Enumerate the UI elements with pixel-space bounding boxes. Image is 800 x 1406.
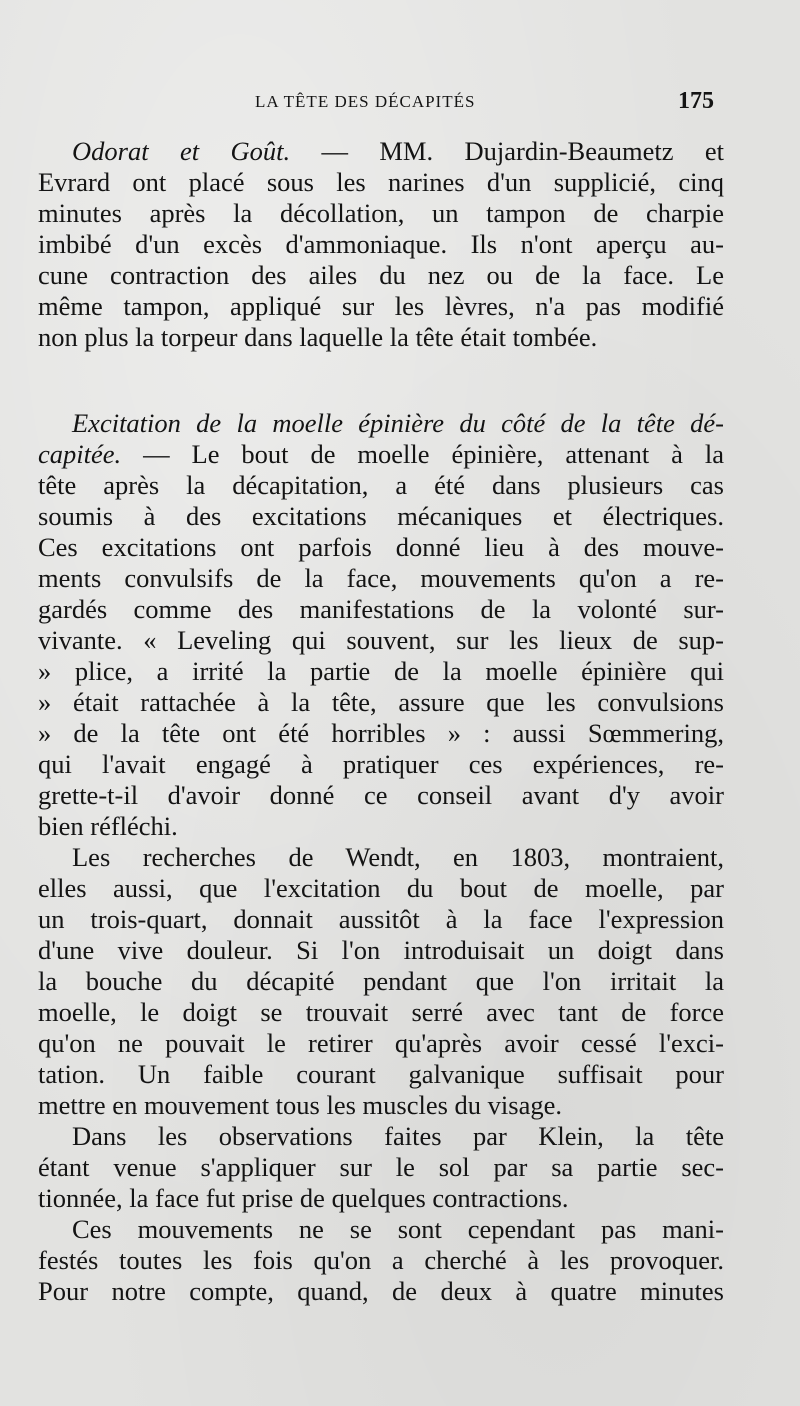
text-line: Evrard ont placé sous les narines d'un supplicié, cinq [38, 167, 724, 197]
text-line: elles aussi, que l'excitation du bout de moelle, par [38, 873, 724, 903]
text-line: moelle, le doigt se trouvait serré avec tant de force [38, 997, 724, 1027]
text-line: même tampon, appliqué sur les lèvres, n'a pas modifié [38, 291, 724, 321]
text-line: » était rattachée à la tête, assure que les convulsions [38, 687, 724, 717]
text-line: mettre en mouvement tous les muscles du visage. [38, 1090, 562, 1120]
text-line: vivante. « Leveling qui souvent, sur les lieux de sup- [38, 625, 724, 655]
text-line: imbibé d'un excès d'ammoniaque. Ils n'ont aperçu au- [38, 229, 724, 259]
text-line: Odorat et Goût. — MM. Dujardin-Beaumetz et [72, 136, 724, 166]
section-heading-italic: capitée. [38, 439, 122, 469]
paragraph-odorat-gout [38, 136, 724, 353]
text-line: gardés comme des manifestations de la volonté sur- [38, 594, 724, 624]
section-heading-italic: Odorat et Goût. [72, 136, 291, 166]
text-line: » plice, a irrité la partie de la moelle épinière qui [38, 656, 724, 686]
text-line: grette-t-il d'avoir donné ce conseil avant d'y avoir [38, 780, 724, 810]
text-line: d'une vive douleur. Si l'on introduisait un doigt dans [38, 935, 724, 965]
text-line: tête après la décapitation, a été dans plusieurs cas [38, 470, 724, 500]
text-line: tation. Un faible courant galvanique suffisait pour [38, 1059, 724, 1089]
text-line: étant venue s'appliquer sur le sol par sa partie sec- [38, 1152, 724, 1182]
text-line: Pour notre compte, quand, de deux à quatre minutes [38, 1276, 724, 1306]
text-line: non plus la torpeur dans laquelle la tête était tombée. [38, 322, 598, 352]
running-head: LA TÊTE DES DÉCAPITÉS [255, 92, 476, 111]
text-line: bien réfléchi. [38, 811, 178, 841]
text-line: un trois-quart, donnait aussitôt à la face l'expression [38, 904, 724, 934]
text-line [38, 408, 724, 439]
text-line: ments convulsifs de la face, mouvements qu'on a re- [38, 563, 724, 593]
paragraph-mouvements [38, 1214, 724, 1307]
section-heading-italic: Excitation de la moelle épinière du côté de la tête dé- [72, 408, 724, 438]
text-line: soumis à des excitations mécaniques et électriques. [38, 501, 724, 531]
text-line: Dans les observations faites par Klein, la tête [72, 1121, 724, 1151]
text-line: Ces excitations ont parfois donné lieu à des mouve- [38, 532, 724, 562]
text-line: festés toutes les fois qu'on a cherché à les provoquer. [38, 1245, 724, 1275]
text-line: » de la tête ont été horribles » : aussi Sœmmering, [38, 718, 724, 748]
paragraph-wendt [38, 842, 724, 1121]
text-line: Les recherches de Wendt, en 1803, montraient, [72, 842, 724, 872]
text-line: minutes après la décollation, un tampon de charpie [38, 198, 724, 228]
text-line: la bouche du décapité pendant que l'on irritait la [38, 966, 724, 996]
text-line: cune contraction des ailes du nez ou de la face. Le [38, 260, 724, 290]
text-line: capitée. — Le bout de moelle épinière, attenant à la [38, 439, 724, 469]
paragraph-klein [38, 1121, 724, 1214]
text-line: tionnée, la face fut prise de quelques contractions. [38, 1183, 569, 1213]
text-line: Ces mouvements ne se sont cependant pas mani- [72, 1214, 724, 1244]
paragraph-excitation-moelle [38, 408, 724, 842]
page-number: 175 [678, 88, 714, 114]
text-line: qui l'avait engagé à pratiquer ces expériences, re- [38, 749, 724, 779]
text-line: qu'on ne pouvait le retirer qu'après avoir cessé l'exci- [38, 1028, 724, 1058]
